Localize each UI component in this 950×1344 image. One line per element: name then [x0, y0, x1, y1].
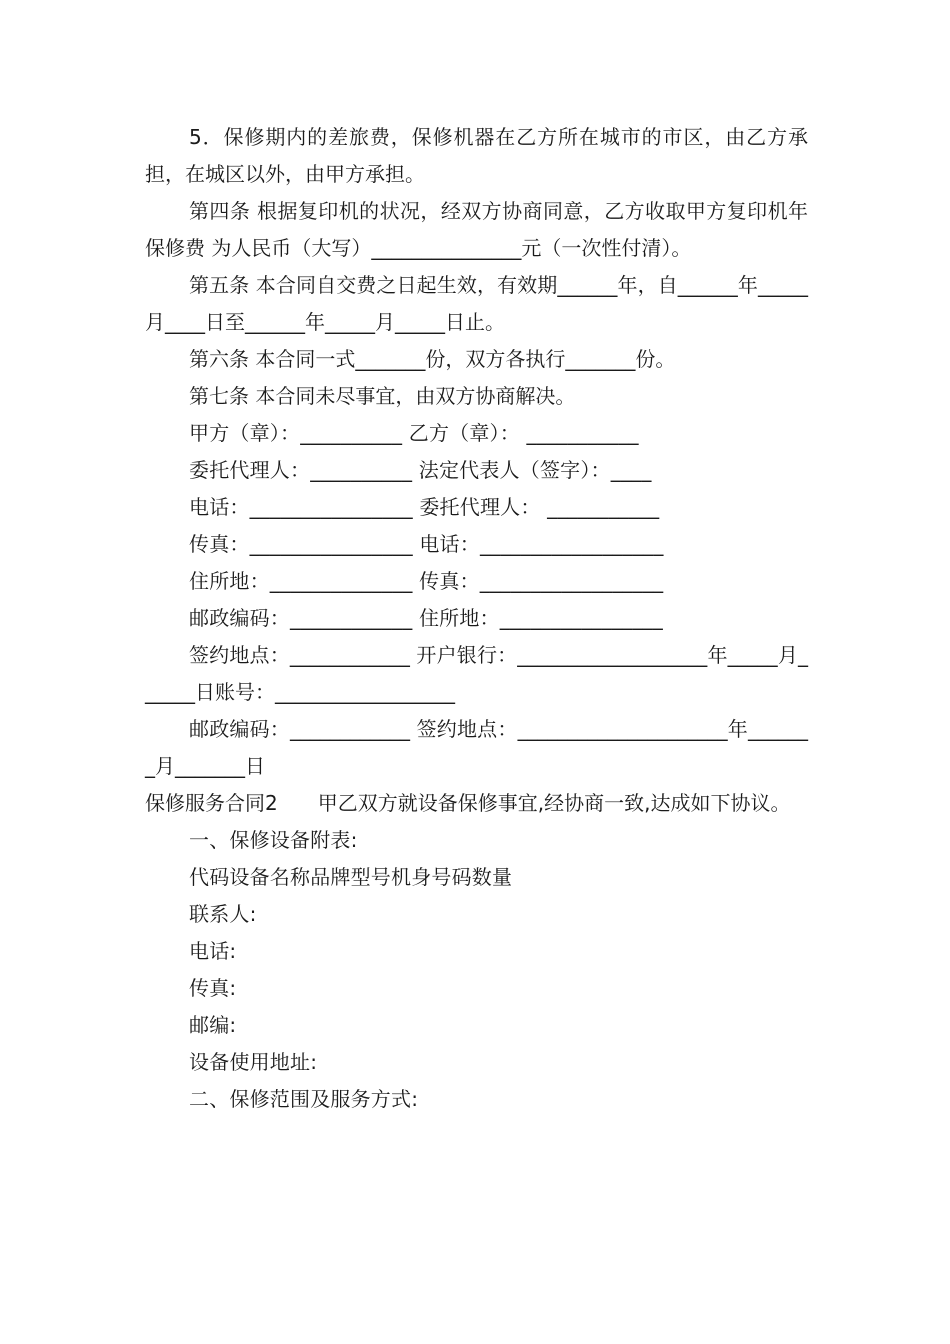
- contract-2-usage-address: 设备使用地址:: [189, 1050, 318, 1074]
- contract-2-phone: 电话:: [189, 939, 237, 963]
- contract-2-table-header: 代码设备名称品牌型号机身号码数量: [189, 865, 513, 889]
- signature-line-phone-agent: 电话：________________ 委托代理人： ___________: [189, 495, 660, 519]
- paragraph-article-4: 第四条 根据复印机的状况，经双方协商同意，乙方收取甲方复印机年保修费 为人民币（大写）_______________元（一次性付清）。: [145, 199, 808, 260]
- document-body: [145, 119, 808, 1118]
- contract-2-intro: 保修服务合同2 甲乙双方就设备保修事宜,经协商一致,达成如下协议。: [145, 791, 791, 815]
- signature-line-postcode-address: 邮政编码：____________ 住所地：________________: [189, 606, 663, 630]
- paragraph-article-7: 第七条 本合同未尽事宜，由双方协商解决。: [189, 384, 576, 408]
- paragraph-article-6: 第六条 本合同一式_______份，双方各执行_______份。: [189, 347, 676, 371]
- paragraph-travel-expenses: 5．保修期内的差旅费，保修机器在乙方所在城市的市区，由乙方承担，在城区以外，由甲方承担。: [145, 125, 808, 186]
- signature-line-place-bank: 签约地点：____________ 开户银行：___________________年_____月______日账号：__________________: [145, 643, 808, 704]
- contract-2-contact-person: 联系人:: [189, 902, 257, 926]
- contract-2-postcode: 邮编:: [189, 1013, 237, 1037]
- signature-line-address-fax: 住所地：______________ 传真：__________________: [189, 569, 664, 593]
- contract-2-fax: 传真:: [189, 976, 237, 1000]
- signature-line-postcode-place: 邮政编码：____________ 签约地点：_____________________年_______月_______日: [145, 717, 808, 778]
- contract-2-section-equipment-table: 一、保修设备附表:: [189, 828, 358, 852]
- signature-line-fax-phone: 传真：________________ 电话：__________________: [189, 532, 664, 556]
- contract-2-section-scope: 二、保修范围及服务方式:: [189, 1087, 419, 1111]
- signature-line-party-seals: 甲方（章）：__________ 乙方（章）： ___________: [189, 421, 639, 445]
- signature-line-agent-representative: 委托代理人：__________ 法定代表人（签字）：____: [189, 458, 652, 482]
- paragraph-article-5: 第五条 本合同自交费之日起生效，有效期______年，自______年_____月____日至______年_____月_____日止。: [145, 273, 808, 334]
